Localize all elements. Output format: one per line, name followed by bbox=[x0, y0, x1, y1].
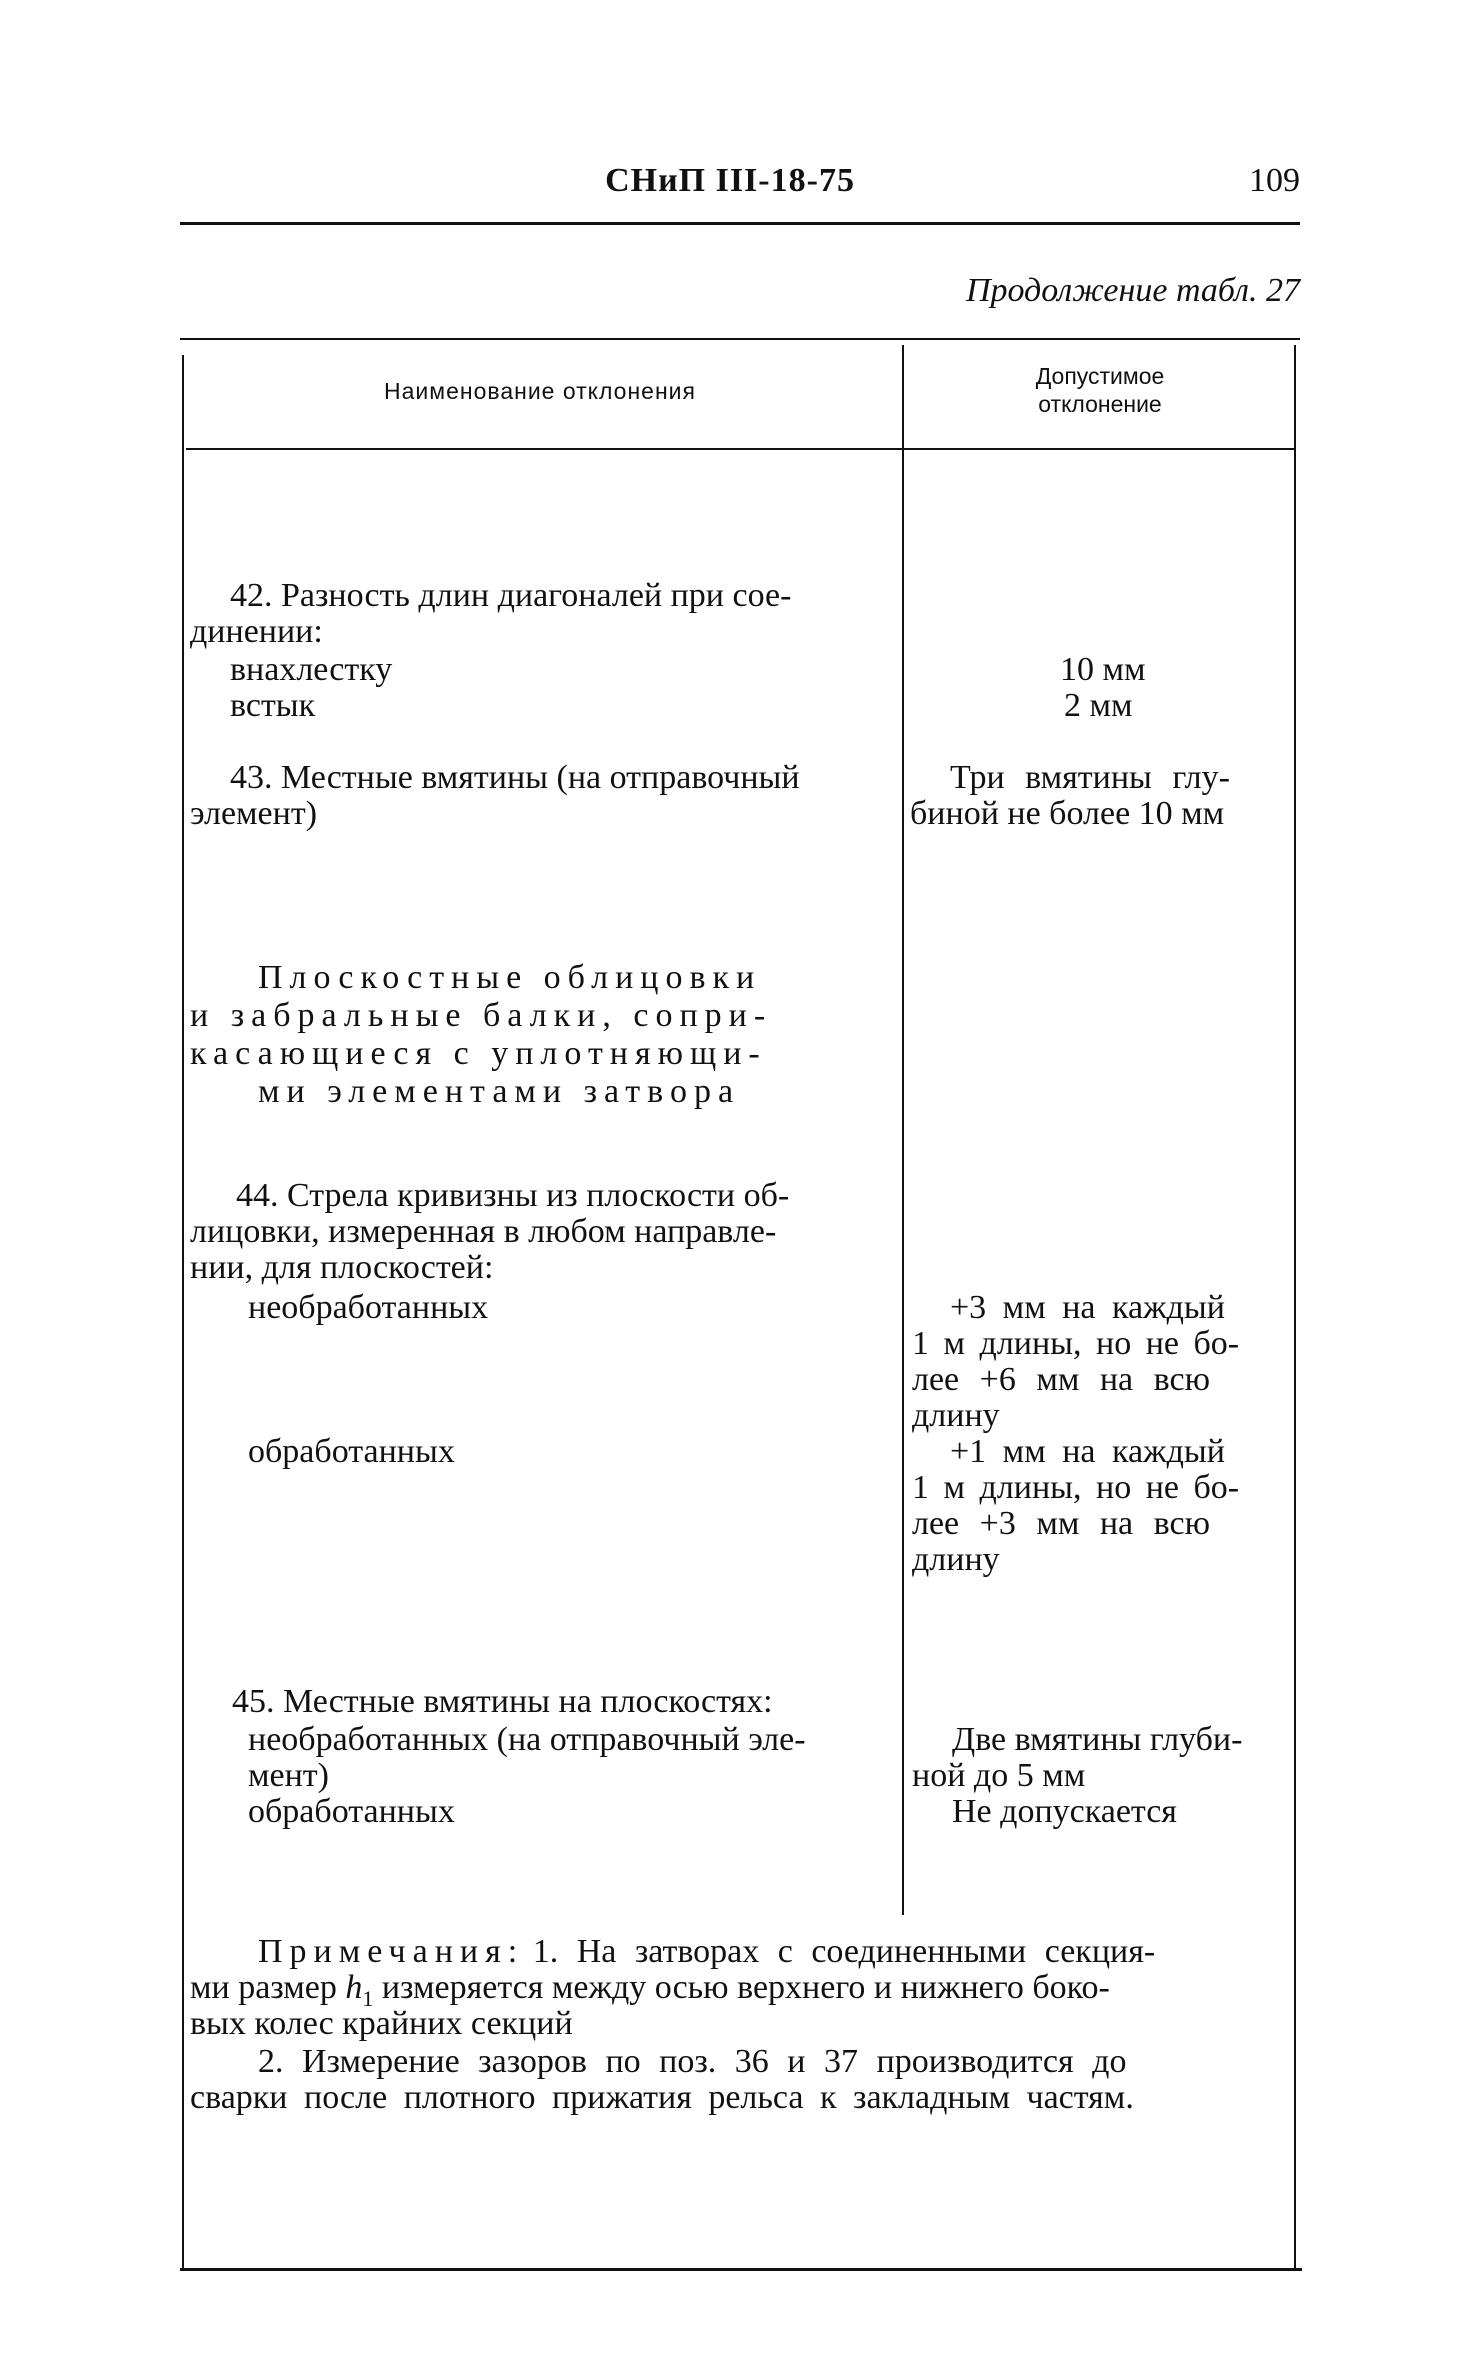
item-43-title-cont: элемент) bbox=[190, 795, 318, 832]
notes-line1-text: 1. На затворах с соединенными секция- bbox=[532, 1933, 1156, 1970]
table-bottom-rule bbox=[180, 2268, 1302, 2271]
item-45-unmachined-value-2: ной до 5 мм bbox=[912, 1757, 1086, 1794]
section-heading-line3: касающиеся с уплотняющи- bbox=[190, 1035, 767, 1072]
notes-symbol-sub: 1 bbox=[362, 1985, 374, 2011]
section-heading-line4: ми элементами затвора bbox=[258, 1073, 741, 1110]
item-44-line1: 44. Стрела кривизны из плоскости об- bbox=[236, 1177, 790, 1214]
notes-line3: вых колес крайних секций bbox=[190, 2005, 573, 2042]
table-continuation-caption: Продолжение табл. 27 bbox=[965, 272, 1300, 309]
document-code: СНиП III-18-75 bbox=[605, 162, 855, 199]
header-rule bbox=[180, 222, 1300, 225]
table-header-rule bbox=[186, 448, 1296, 450]
notes-line2-b: измеряется между осью верхнего и нижнего боко- bbox=[373, 1969, 1110, 2006]
table-column-divider bbox=[902, 345, 904, 1915]
item-44-machined-value-1: +1 мм на каждый bbox=[950, 1433, 1225, 1470]
item-44-unmachined: необработанных bbox=[248, 1289, 489, 1326]
item-44-unmachined-value-3: лее +6 мм на всю bbox=[912, 1361, 1210, 1398]
table-top-rule bbox=[180, 338, 1300, 340]
item-44-unmachined-value-1: +3 мм на каждый bbox=[950, 1289, 1225, 1326]
item-42-butt-value: 2 мм bbox=[1064, 687, 1133, 724]
item-43-title: 43. Местные вмятины (на отправочный bbox=[230, 759, 800, 796]
item-44-line2: лицовки, измеренная в любом направле- bbox=[190, 1213, 777, 1250]
item-44-machined-value-4: длину bbox=[912, 1541, 1000, 1578]
item-44-line3: нии, для плоскостей: bbox=[190, 1249, 494, 1286]
column-header-allowed-deviation bbox=[910, 362, 1290, 418]
item-44-machined-value-2: 1 м длины, но не бо- bbox=[912, 1469, 1240, 1506]
item-42-title: 42. Разность длин диагоналей при сое- bbox=[230, 577, 792, 614]
notes-line2-a: ми размер bbox=[190, 1969, 346, 2006]
notes-line4: 2. Измерение зазоров по поз. 36 и 37 производится до bbox=[258, 2043, 1127, 2080]
item-45-unmachined-line2: мент) bbox=[248, 1757, 329, 1794]
table-right-border bbox=[1294, 345, 1296, 2270]
notes-line5: сварки после плотного прижатия рельса к закладным частям. bbox=[190, 2079, 1134, 2116]
page-number: 109 bbox=[1249, 162, 1300, 199]
item-45-machined-value: Не допускается bbox=[952, 1793, 1177, 1830]
table-left-border bbox=[182, 355, 184, 2269]
item-43-value-line2: биной не более 10 мм bbox=[910, 795, 1225, 832]
item-42-butt: встык bbox=[230, 687, 316, 724]
item-42-lap-value: 10 мм bbox=[1060, 651, 1146, 688]
item-45-machined: обработанных bbox=[248, 1793, 455, 1830]
section-heading-line2: и забральные балки, сопри- bbox=[190, 997, 773, 1034]
item-44-unmachined-value-2: 1 м длины, но не бо- bbox=[912, 1325, 1240, 1362]
section-heading-line1: Плоскостные облицовки bbox=[258, 959, 762, 996]
notes-line1 bbox=[258, 1934, 1155, 1970]
notes-symbol-h: h bbox=[345, 1969, 363, 2006]
item-45-unmachined-value-1: Две вмятины глуби- bbox=[952, 1721, 1243, 1758]
item-42-lap: внахлестку bbox=[230, 651, 393, 688]
notes-label: Примечания: bbox=[258, 1933, 525, 1970]
item-44-unmachined-value-4: длину bbox=[912, 1397, 1000, 1434]
item-43-value-line1: Три вмятины глу- bbox=[950, 759, 1230, 796]
item-45-unmachined-line1: необработанных (на отправочный эле- bbox=[248, 1721, 806, 1758]
column-header-deviation-name: Наименование отклонения bbox=[384, 378, 696, 404]
item-45-title: 45. Местные вмятины на плоскостях: bbox=[232, 1683, 773, 1720]
item-44-machined-value-3: лее +3 мм на всю bbox=[912, 1505, 1210, 1542]
item-42-title-cont: динении: bbox=[190, 613, 323, 650]
column-header-allowed-text: Допустимое отклонение bbox=[1035, 363, 1165, 417]
item-44-machined: обработанных bbox=[248, 1433, 455, 1470]
